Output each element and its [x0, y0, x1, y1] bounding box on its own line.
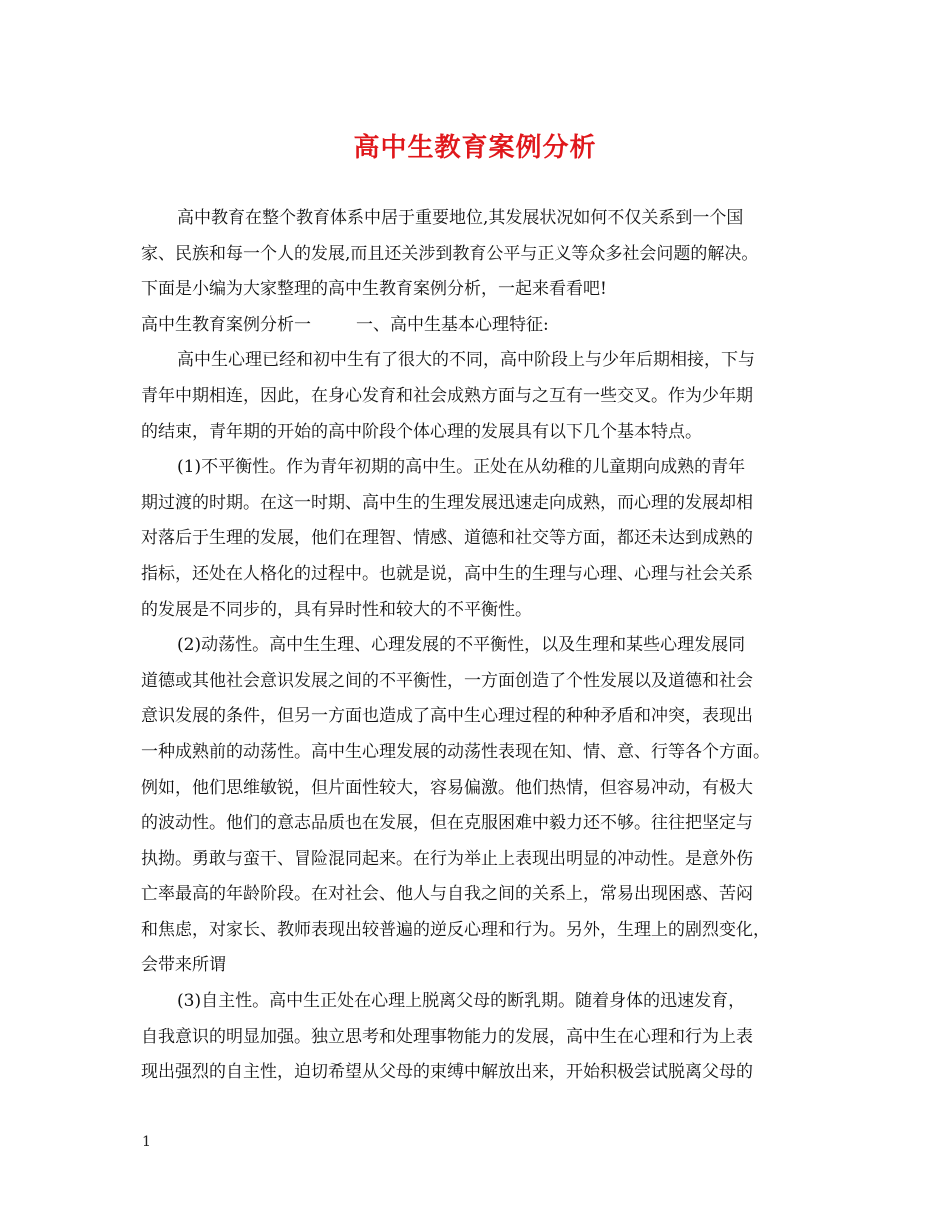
paragraph-line: 执拗。勇敢与蛮干、冒险混同起来。在行为举止上表现出明显的冲动性。是意外伤 [141, 848, 753, 869]
paragraph-line: 下面是小编为大家整理的高中生教育案例分析，一起来看看吧! [141, 279, 607, 300]
page-title: 高中生教育案例分析 [353, 133, 597, 163]
paragraph-line: (1)不平衡性。作为青年初期的高中生。正处在从幼稚的儿童期向成熟的青年 [177, 457, 746, 478]
paragraph-line: 意识发展的条件，但另一方面也造成了高中生心理过程的种种矛盾和冲突，表现出 [141, 706, 753, 727]
paragraph-line: 现出强烈的自主性，迫切希望从父母的束缚中解放出来，开始积极尝试脱离父母的 [141, 1062, 753, 1083]
section-heading: 高中生教育案例分析一 [141, 314, 311, 335]
paragraph-line: 期过渡的时期。在这一时期、高中生的生理发展迅速走向成熟，而心理的发展却相 [141, 492, 753, 513]
paragraph-line: 例如，他们思维敏锐，但片面性较大，容易偏激。他们热情，但容易冲动，有极大 [141, 777, 753, 798]
paragraph-line: 高中生心理已经和初中生有了很大的不同，高中阶段上与少年后期相接，下与 [177, 350, 755, 371]
paragraph-line: (2)动荡性。高中生生理、心理发展的不平衡性，以及生理和某些心理发展同 [177, 635, 746, 656]
paragraph-line: (3)自主性。高中生正处在心理上脱离父母的断乳期。随着身体的迅速发育， [177, 991, 746, 1012]
paragraph-line: 道德或其他社会意识发展之间的不平衡性，一方面创造了个性发展以及道德和社会 [141, 670, 753, 691]
paragraph-line: 自我意识的明显加强。独立思考和处理事物能力的发展，高中生在心理和行为上表 [141, 1026, 753, 1047]
subsection-heading: 一、高中生基本心理特征: [356, 314, 549, 335]
paragraph-line: 青年中期相连，因此，在身心发育和社会成熟方面与之互有一些交叉。作为少年期 [141, 385, 753, 406]
document-body [141, 201, 813, 1091]
paragraph-line: 亡率最高的年龄阶段。在对社会、他人与自我之间的关系上，常易出现困惑、苦闷 [141, 884, 753, 905]
section-heading-line [141, 308, 813, 344]
paragraph-line: 一种成熟前的动荡性。高中生心理发展的动荡性表现在知、情、意、行等各个方面。 [141, 741, 770, 762]
paragraph-line: 高中教育在整个教育体系中居于重要地位,其发展状况如何不仅关系到一个国 [177, 208, 744, 228]
paragraph-line: 会带来所谓 [141, 955, 226, 976]
paragraph-line: 的结束，青年期的开始的高中阶段个体心理的发展具有以下几个基本特点。 [141, 421, 702, 442]
paragraph-line: 的波动性。他们的意志品质也在发展，但在克服困难中毅力还不够。往往把坚定与 [141, 813, 753, 834]
paragraph-line: 对落后于生理的发展，他们在理智、情感、道德和社交等方面，都还未达到成熟的 [141, 528, 753, 549]
paragraph-line: 的发展是不同步的，具有异时性和较大的不平衡性。 [141, 599, 532, 620]
page-number: 1 [142, 1134, 151, 1150]
paragraph-line: 和焦虑，对家长、教师表现出较普遍的逆反心理和行为。另外，生理上的剧烈变化， [141, 919, 770, 940]
paragraph-line: 指标，还处在人格化的过程中。也就是说，高中生的生理与心理、心理与社会关系 [141, 563, 753, 584]
paragraph-line: 家、民族和每一个人的发展,而且还关涉到教育公平与正义等众多社会问题的解决。 [141, 243, 759, 264]
